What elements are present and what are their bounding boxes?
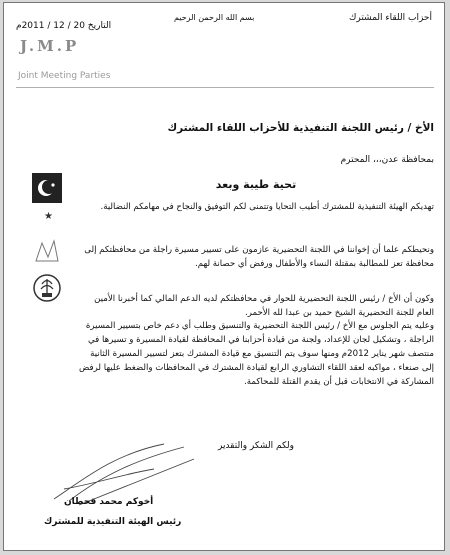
header-divider [16,87,434,88]
paragraph-4: وعليه يتم الجلوس مع الأخ / رئيس اللجنة التحضيرية والتنسيق وطلب أي دعم خاص بتسيير المسيرة الراجلة ، وتشكيل لجان للإعداد، ولجنة من قيادة أحزابنا في المحافظة لقيادة المسيرة و تسيرها في منتصف شهر يناير 2012م ومنها سوف يتم التنسيق مع قيادة المشترك بتعز لتسيير المسيرة الثانية إلى صنعاء ، مواكبه لعقد اللقاء التشاوري الرابع لقيادة المشترك في المحافظات والضغط عليها لرفض المشاركة في الانتخابات قبل أن يقدم القتلة للمحاكمة. [79,321,434,387]
closing-line: ولكم الشكر والتقدير [217,441,295,451]
paragraph-1: تهديكم الهيئة التنفيذية للمشترك أطيب التحايا وتتمنى لكم التوفيق والنجاح في مهامكم النضالية. [100,202,434,212]
basmala: بسم الله الرحمن الرحيم [174,13,255,22]
party-seal-icon [32,273,62,303]
party-emblem-icon [32,235,62,265]
addressee-location: بمحافظة عدن،،، المحترم [340,155,434,165]
addressee-line: الأخ / رئيس اللجنة التنفيذية للأحزاب اللقاء المشترك [167,122,434,134]
org-name-header: أحزاب اللقاء المشترك [348,13,432,23]
signer-title: رئيس الهيئة التنفيذية للمشترك [44,517,182,527]
logo-subtitle: Joint Meeting Parties [18,71,111,81]
star-emblem-icon: ★ [44,211,53,222]
party-flag-crescent-icon [32,173,62,203]
jmp-logo: J.M.P [20,37,80,55]
paragraph-3: وكون أن الأخ / رئيس اللجنة التحضيرية للحوار في محافظتكم لديه الدعم المالي كما أخبرنا الأمين العام للجنة التحضيرية الشيخ حميد بن عبدا لله الأحمر. [94,294,434,318]
letter-date: التاريخ 20 / 12 / 2011م [16,21,112,31]
paragraph-2: ونحيطكم علما أن إخواننا في اللجنة التحضيرية عازمون على تسيير مسيرة راجلة من محافظتكم إلى محافظة تعز للمطالبة بمقتلة النساء والأطفال ورفض أي حصانة لهم. [84,245,434,269]
letter-page [3,2,445,551]
greeting: تحية طيبة وبعد [215,178,297,191]
signer-name: أخوكم محمد قحطان [64,497,154,507]
